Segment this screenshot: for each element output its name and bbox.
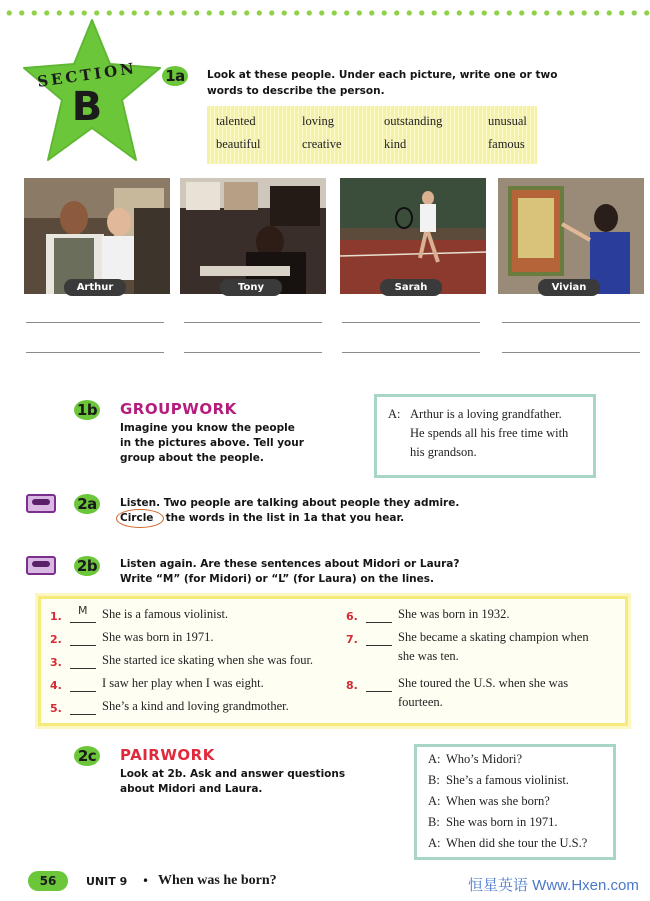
person-label-sarah: Sarah bbox=[380, 279, 442, 296]
groupwork-heading: GROUPWORK bbox=[120, 400, 237, 418]
pairwork-text-line1: Look at 2b. Ask and answer questions bbox=[120, 768, 346, 780]
item-number: 8. bbox=[346, 679, 358, 692]
answer-blank[interactable] bbox=[70, 645, 96, 646]
exercise-badge-2a: 2a bbox=[74, 494, 100, 514]
item-number: 3. bbox=[50, 656, 62, 669]
page-number: 56 bbox=[28, 871, 68, 891]
section-letter: B bbox=[71, 84, 103, 130]
instruction-2a-line1: Listen. Two people are talking about people they admire. bbox=[120, 497, 460, 509]
exercise-badge-1b: 1b bbox=[74, 400, 100, 420]
footer-unit: UNIT 9 bbox=[86, 875, 128, 888]
word-item: talented bbox=[216, 114, 256, 128]
item-text: She’s a kind and loving grandmother. bbox=[102, 699, 289, 713]
word-item: kind bbox=[384, 137, 407, 151]
example-line: He spends all his free time with bbox=[410, 426, 569, 440]
write-line[interactable] bbox=[342, 352, 480, 353]
instruction-1a-line2: words to describe the person. bbox=[207, 85, 385, 97]
item-text-continued: fourteen. bbox=[398, 695, 443, 709]
item-text: She was born in 1932. bbox=[398, 607, 510, 621]
example-line: Arthur is a loving grandfather. bbox=[410, 407, 562, 421]
instruction-2b-line2: Write “M” (for Midori) or “L” (for Laura) on the lines. bbox=[120, 573, 435, 585]
answer-blank[interactable] bbox=[70, 714, 96, 715]
write-line[interactable] bbox=[342, 322, 480, 323]
item-number: 7. bbox=[346, 633, 358, 646]
item-number: 6. bbox=[346, 610, 358, 623]
write-line[interactable] bbox=[26, 352, 164, 353]
person-label-tony: Tony bbox=[220, 279, 282, 296]
answer-blank[interactable] bbox=[366, 622, 392, 623]
groupwork-text-line2: in the pictures above. Tell your bbox=[120, 437, 304, 449]
dialog-line: Who’s Midori? bbox=[446, 752, 523, 766]
dialog-speaker: B: bbox=[428, 815, 440, 829]
example-answer: M bbox=[78, 604, 88, 617]
instruction-1a-line1: Look at these people. Under each picture, write one or two bbox=[207, 69, 558, 81]
exercise-badge-2b: 2b bbox=[74, 556, 100, 576]
footer-bullet: • bbox=[142, 874, 150, 888]
section-label: SECTION bbox=[36, 59, 138, 91]
instruction-2a-line2: the words in the list in 1a that you hear. bbox=[162, 512, 405, 524]
dialog-speaker: A: bbox=[428, 752, 441, 766]
pairwork-heading: PAIRWORK bbox=[120, 746, 215, 764]
write-line[interactable] bbox=[502, 352, 640, 353]
item-text-continued: she was ten. bbox=[398, 649, 459, 663]
answer-blank[interactable] bbox=[366, 691, 392, 692]
word-item: outstanding bbox=[384, 114, 443, 128]
groupwork-text-line3: group about the people. bbox=[120, 452, 264, 464]
word-item: loving bbox=[302, 114, 334, 128]
footer-title: When was he born? bbox=[158, 873, 277, 888]
item-text: I saw her play when I was eight. bbox=[102, 676, 264, 690]
write-line[interactable] bbox=[184, 352, 322, 353]
person-label-arthur: Arthur bbox=[64, 279, 126, 296]
dialog-line: She was born in 1971. bbox=[446, 815, 558, 829]
write-line[interactable] bbox=[502, 322, 640, 323]
dialog-speaker: B: bbox=[428, 773, 440, 787]
item-number: 2. bbox=[50, 633, 62, 646]
dialog-speaker: A: bbox=[428, 836, 441, 850]
cassette-icon bbox=[26, 494, 56, 513]
answer-blank[interactable] bbox=[70, 622, 96, 623]
dialog-line: When did she tour the U.S.? bbox=[446, 836, 588, 850]
item-text: She is a famous violinist. bbox=[102, 607, 229, 621]
word-item: unusual bbox=[488, 114, 527, 128]
instruction-2a-circle-word: Circle bbox=[120, 512, 154, 524]
write-line[interactable] bbox=[184, 322, 322, 323]
word-item: famous bbox=[488, 137, 525, 151]
cassette-icon bbox=[26, 556, 56, 575]
photo-vivian bbox=[498, 178, 644, 294]
dialog-line: When was she born? bbox=[446, 794, 550, 808]
instruction-2b-line1: Listen again. Are these sentences about Midori or Laura? bbox=[120, 558, 460, 570]
write-line[interactable] bbox=[26, 322, 164, 323]
dialog-line: She’s a famous violinist. bbox=[446, 773, 569, 787]
item-number: 1. bbox=[50, 610, 62, 623]
pairwork-text-line2: about Midori and Laura. bbox=[120, 783, 263, 795]
item-number: 4. bbox=[50, 679, 62, 692]
groupwork-text-line1: Imagine you know the people bbox=[120, 422, 295, 434]
exercise-badge-2c: 2c bbox=[74, 746, 100, 766]
exercise-badge-1a: 1a bbox=[162, 66, 188, 86]
dialog-speaker: A: bbox=[428, 794, 441, 808]
example-line: his grandson. bbox=[410, 445, 477, 459]
photo-sarah bbox=[340, 178, 486, 294]
item-text: She was born in 1971. bbox=[102, 630, 214, 644]
item-text: She toured the U.S. when she was bbox=[398, 676, 569, 690]
example-speaker: A: bbox=[388, 407, 401, 421]
word-item: beautiful bbox=[216, 137, 261, 151]
photo-tony bbox=[180, 178, 326, 294]
answer-blank[interactable] bbox=[70, 691, 96, 692]
item-text: She started ice skating when she was four. bbox=[102, 653, 314, 667]
answer-blank[interactable] bbox=[70, 668, 96, 669]
person-label-vivian: Vivian bbox=[538, 279, 600, 296]
photo-arthur bbox=[24, 178, 170, 294]
item-number: 5. bbox=[50, 702, 62, 715]
item-text: She became a skating champion when bbox=[398, 630, 589, 644]
watermark-text: 恒星英语 Www.Hxen.com bbox=[468, 877, 639, 894]
word-item: creative bbox=[302, 137, 342, 151]
answer-blank[interactable] bbox=[366, 645, 392, 646]
